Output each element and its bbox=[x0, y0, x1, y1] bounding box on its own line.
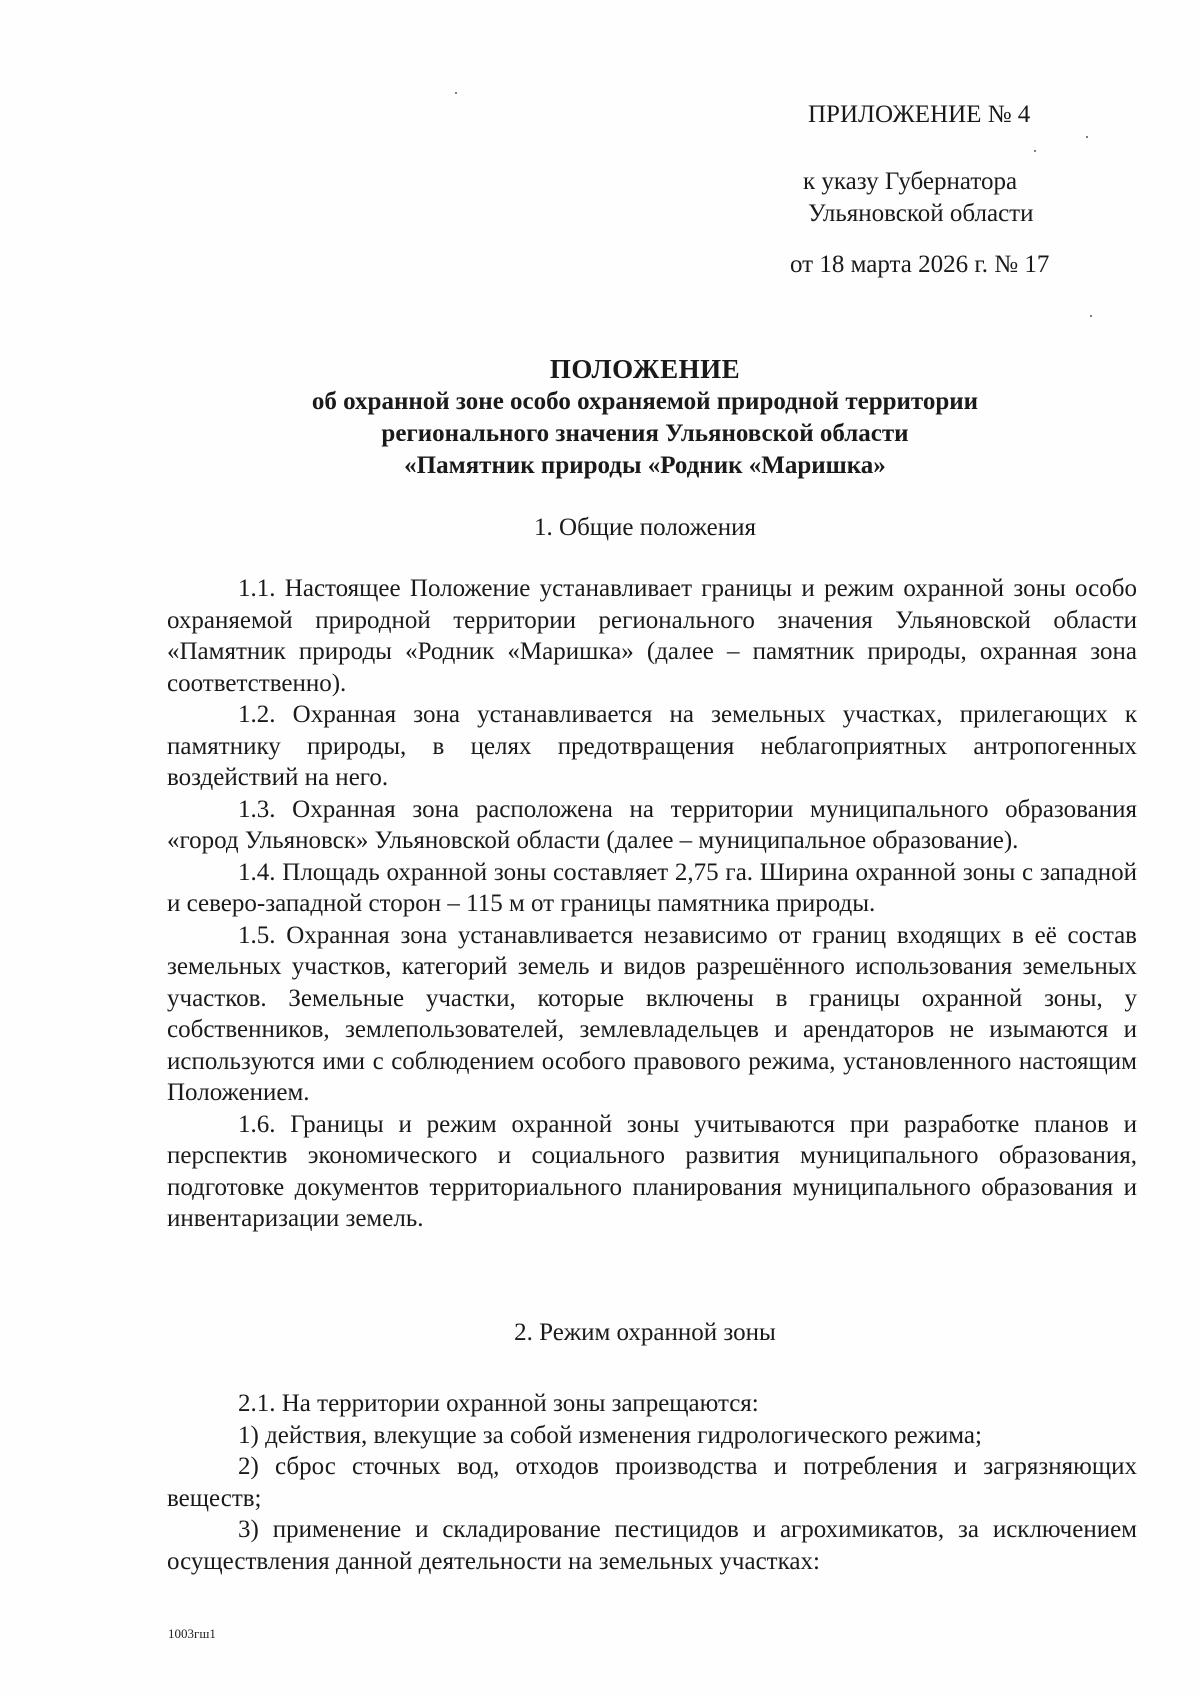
appendix-date-line: от 18 марта 2026 г. № 17 bbox=[790, 251, 1050, 278]
paragraph-1-3: 1.3. Охранная зона расположена на территории муниципального образования «город Ульяновск» Ульяновской области (далее – муниципальное образование). bbox=[167, 795, 1137, 854]
list-item-2: 2) сброс сточных вод, отходов производства и потребления и загрязняющих веществ; bbox=[167, 1453, 1137, 1512]
paragraph-1-4: 1.4. Площадь охранной зоны составляет 2,75 га. Ширина охранной зоны с западной и северо-западной сторон – 115 м от границы памятника природы. bbox=[167, 858, 1137, 917]
section-2-body bbox=[167, 1388, 1137, 1577]
document-subtitle-line-3: «Памятник природы «Родник «Маришка» bbox=[404, 452, 886, 479]
document-title-block bbox=[160, 353, 1130, 482]
appendix-reference-line-2: Ульяновской области bbox=[808, 200, 1034, 227]
document-subtitle-line-2: регионального значения Ульяновской области bbox=[381, 420, 909, 447]
list-item-1: 1) действия, влекущие за собой изменения гидрологического режима; bbox=[238, 1421, 982, 1449]
document-title: ПОЛОЖЕНИЕ bbox=[549, 354, 741, 384]
paragraph-2-1: 2.1. На территории охранной зоны запрещаются: bbox=[238, 1390, 759, 1417]
list-item-3: 3) применение и складирование пестицидов и агрохимикатов, за исключением осуществления данной деятельности на земельных участках: bbox=[167, 1516, 1137, 1575]
section-1-body bbox=[167, 573, 1137, 1235]
appendix-title: ПРИЛОЖЕНИЕ № 4 bbox=[808, 101, 1031, 128]
scan-speck bbox=[1034, 150, 1036, 152]
document-code: 1003гш1 bbox=[168, 1626, 216, 1641]
appendix-reference-line-1: к указу Губернатора bbox=[803, 168, 1018, 195]
paragraph-1-2: 1.2. Охранная зона устанавливается на земельных участках, прилегающих к памятнику природы, в целях предотвращения неблагоприятных антропогенных воздействий на него. bbox=[167, 701, 1137, 791]
paragraph-1-5: 1.5. Охранная зона устанавливается независимо от границ входящих в её состав земельных участков, категорий земель и видов разрешённого использования земельных участков. Земельные участки, которые включены в границы охранной зоны, у собственников, землепользователей, землевладельцев и арендаторов не изымаются и используются ими с соблюдением особого правового режима, установленного настоящим Положением. bbox=[167, 921, 1137, 1106]
scan-speck bbox=[1090, 315, 1092, 317]
paragraph-1-6: 1.6. Границы и режим охранной зоны учитываются при разработке планов и перспектив экономического и социального развития муниципального образования, подготовке документов территориального планирования муниципального образования и инвентаризации земель. bbox=[167, 1110, 1137, 1232]
document-subtitle-line-1: об охранной зоне особо охраняемой природной территории bbox=[311, 388, 979, 415]
section-1-heading: 1. Общие положения bbox=[534, 514, 756, 541]
scan-speck bbox=[1086, 136, 1088, 138]
section-2-heading: 2. Режим охранной зоны bbox=[514, 1319, 776, 1346]
scan-speck bbox=[455, 92, 457, 94]
paragraph-1-1: 1.1. Настоящее Положение устанавливает границы и режим охранной зоны особо охраняемой природной территории регионального значения Ульяновской области «Памятник природы «Родник «Маришка» (далее – памятник природы, охранная зона соответственно). bbox=[167, 575, 1137, 697]
